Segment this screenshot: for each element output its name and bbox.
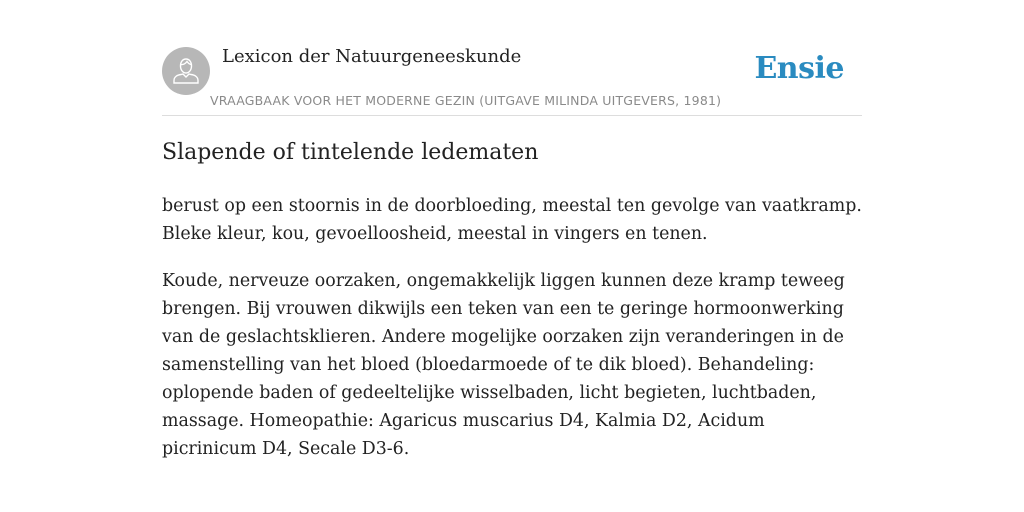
entry-paragraph: berust op een stoornis in de doorbloeding, meestal ten gevolge van vaatkramp. Bleke kleur, kou, gevoelloosheid, meestal in vingers en tenen.: [162, 196, 862, 244]
entry-title: Slapende of tintelende ledematen: [162, 140, 539, 165]
entry-card: [162, 0, 862, 459]
user-icon: [162, 47, 210, 95]
entry-paragraph: Koude, nerveuze oorzaken, ongemakkelijk liggen kunnen deze kramp teweeg brengen. Bij vrouwen dikwijls een teken van een te geringe hormoonwerking van de geslachtsklieren. Andere mogelijke oorzaken zijn veranderingen in de samenstelling van het bloed (bloedarmoede of te dik bloed). Behandeling: oplopende baden of gedeeltelijke wisselbaden, licht begieten, luchtbaden, massage. Homeopathie: Agaricus muscarius D4, Kalmia D2, Acidum picrinicum D4, Secale D3-6.: [162, 271, 845, 459]
source-title[interactable]: Lexicon der Natuurgeneeskunde: [222, 46, 522, 67]
entry-body: [162, 192, 862, 482]
source-subtitle: VRAAGBAAK VOOR HET MODERNE GEZIN (UITGAVE MILINDA UITGEVERS, 1981): [210, 93, 722, 108]
source-header: [162, 0, 862, 116]
ensie-logo[interactable]: Ensie: [754, 51, 844, 86]
avatar[interactable]: [162, 47, 210, 95]
